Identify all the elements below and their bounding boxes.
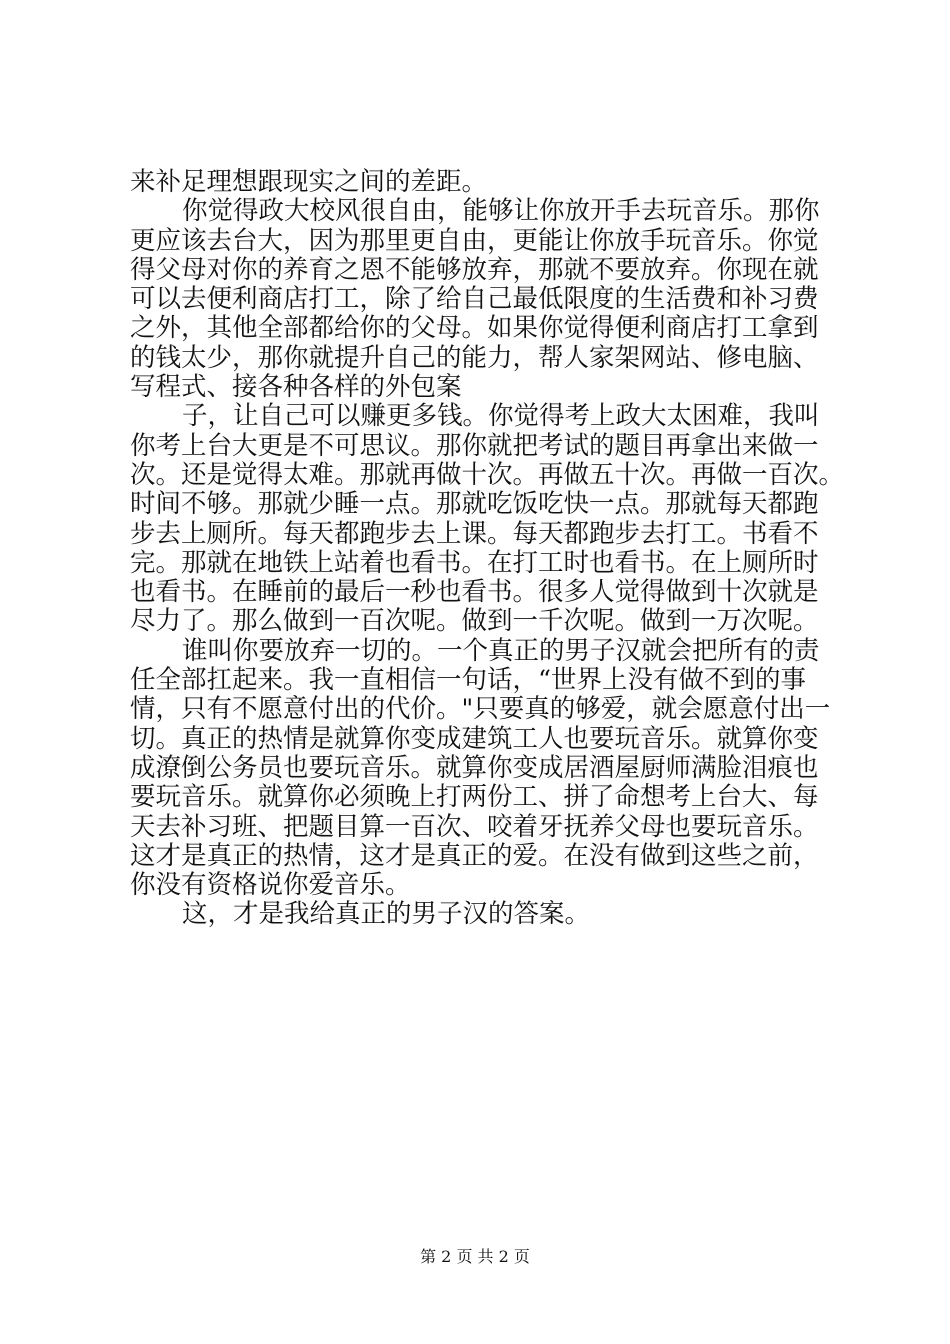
text-line: 天去补习班、把题目算一百次、咬着牙抚养父母也要玩音乐。 <box>130 811 819 842</box>
text-line: 完。那就在地铁上站着也看书。在打工时也看书。在上厕所时 <box>130 547 819 578</box>
text-line: 情，只有不愿意付出的代价。"只要真的够爱，就会愿意付出一 <box>130 694 831 725</box>
text-line: 任全部扛起来。我一直相信一句话，“世界上没有做不到的事 <box>130 665 807 696</box>
text-line: 子，让自己可以赚更多钱。你觉得考上政大太困难，我叫 <box>182 401 820 432</box>
text-line: 得父母对你的养育之恩不能够放弃，那就不要放弃。你现在就 <box>130 254 819 285</box>
text-line: 步去上厕所。每天都跑步去上课。每天都跑步去打工。书看不 <box>130 518 819 549</box>
text-line: 你觉得政大校风很自由，能够让你放开手去玩音乐。那你 <box>182 196 820 227</box>
text-line: 可以去便利商店打工，除了给自己最低限度的生活费和补习费 <box>130 284 819 315</box>
text-line: 你没有资格说你爱音乐。 <box>130 870 411 901</box>
text-line: 也看书。在睡前的最后一秒也看书。很多人觉得做到十次就是 <box>130 577 819 608</box>
text-line: 切。真正的热情是就算你变成建筑工人也要玩音乐。就算你变 <box>130 723 819 754</box>
text-line: 之外，其他全部都给你的父母。如果你觉得便利商店打工拿到 <box>130 313 819 344</box>
text-line: 写程式、接各种各样的外包案 <box>130 372 462 403</box>
page-footer: 第 2 页 共 2 页 <box>420 1247 530 1266</box>
text-line: 尽力了。那么做到一百次呢。做到一千次呢。做到一万次呢。 <box>130 606 819 637</box>
text-line: 次。还是觉得太难。那就再做十次。再做五十次。再做一百次。 <box>130 459 845 490</box>
text-line: 更应该去台大，因为那里更自由，更能让你放手玩音乐。你觉 <box>130 225 819 256</box>
text-line: 这，才是我给真正的男子汉的答案。 <box>182 899 591 930</box>
text-line: 来补足理想跟现实之间的差距。 <box>130 167 488 197</box>
text-line: 的钱太少，那你就提升自己的能力，帮人家架网站、修电脑、 <box>130 342 819 373</box>
document-body <box>130 167 845 930</box>
text-line: 成潦倒公务员也要玩音乐。就算你变成居酒屋厨师满脸泪痕也 <box>130 752 819 783</box>
text-line: 这才是真正的热情，这才是真正的爱。在没有做到这些之前， <box>130 840 819 871</box>
text-line: 要玩音乐。就算你必须晚上打两份工、拼了命想考上台大、每 <box>130 782 819 813</box>
text-line: 谁叫你要放弃一切的。一个真正的男子汉就会把所有的责 <box>182 635 820 666</box>
text-line: 你考上台大更是不可思议。那你就把考试的题目再拿出来做一 <box>130 430 819 461</box>
text-line: 时间不够。那就少睡一点。那就吃饭吃快一点。那就每天都跑 <box>130 489 819 520</box>
